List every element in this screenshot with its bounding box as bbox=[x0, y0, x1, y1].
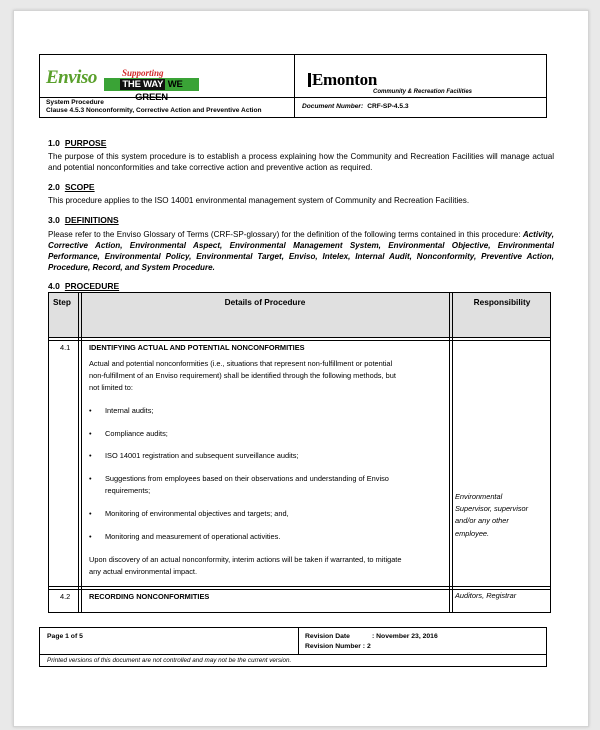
responsibility-line: and/or any other bbox=[455, 516, 509, 525]
row-divider bbox=[49, 340, 550, 341]
section-title: PURPOSE bbox=[64, 138, 107, 148]
page-number: Page 1 of 5 bbox=[47, 633, 83, 640]
section-title: PROCEDURE bbox=[64, 281, 120, 291]
bullet-icon: • bbox=[89, 406, 92, 415]
edmonton-logo-initial: E bbox=[312, 70, 324, 89]
enviso-tagline bbox=[104, 78, 199, 103]
step-intro-line: not limited to: bbox=[89, 383, 133, 392]
document-number-label: Document Number: bbox=[302, 103, 364, 110]
definitions-terms: Activity, Corrective Action, Environmental Aspect, Environmental Management System, Environmental Objective, Environmental Performance, Environmental Policy, Environmental Target, Enviso, Intelex, Internal Audit, Nonconformity, Preventive Action, Procedure, Record, and System Procedure. bbox=[48, 230, 554, 272]
step-number: 4.1 bbox=[60, 343, 71, 352]
step-intro-line: non-fulfillment of an Enviso requirement) shall be identified through the following methods, but bbox=[89, 371, 396, 380]
list-item-continuation: requirements; bbox=[105, 486, 151, 495]
column-header-details: Details of Procedure bbox=[224, 297, 306, 307]
revision-date-label: Revision Date bbox=[305, 633, 350, 640]
bullet-icon: • bbox=[89, 532, 92, 541]
list-item: Suggestions from employees based on their observations and understanding of Enviso bbox=[105, 474, 389, 483]
header-divider bbox=[294, 55, 295, 117]
enviso-logo: Enviso bbox=[46, 67, 97, 88]
list-item: Monitoring and measurement of operational activities. bbox=[105, 532, 281, 541]
column-header-responsibility: Responsibility bbox=[473, 297, 531, 307]
revision-number: Revision Number : 2 bbox=[305, 643, 371, 650]
step-number: 4.2 bbox=[60, 592, 71, 601]
responsibility-line: employee. bbox=[455, 529, 490, 538]
document-number bbox=[302, 103, 409, 110]
section-heading-definitions bbox=[48, 215, 119, 225]
section-title: SCOPE bbox=[64, 182, 95, 192]
responsibility-line: Supervisor, supervisor bbox=[455, 504, 529, 513]
footer-divider bbox=[40, 654, 546, 655]
printed-version-note: Printed versions of this document are not controlled and may not be the current version. bbox=[47, 657, 292, 664]
department-name: Community & Recreation Facilities bbox=[373, 89, 473, 95]
section-number: 3.0 bbox=[48, 215, 60, 225]
header-divider bbox=[40, 97, 546, 98]
section-heading-procedure bbox=[48, 281, 119, 291]
row-divider bbox=[49, 586, 550, 587]
procedure-title-line2: Clause 4.5.3 Nonconformity, Corrective Action and Preventive Action bbox=[46, 107, 262, 114]
revision-date-value: : November 23, 2016 bbox=[372, 633, 438, 640]
step-outro-line: any actual environmental impact. bbox=[89, 567, 198, 576]
section-number: 1.0 bbox=[48, 138, 60, 148]
list-item: Monitoring of environmental objectives and targets; and, bbox=[105, 509, 289, 518]
scope-text: This procedure applies to the ISO 14001 environmental management system of Community and Recreation Facilities. bbox=[48, 196, 470, 205]
edmonton-logo bbox=[308, 70, 377, 90]
enviso-supporting-text: Supporting bbox=[122, 68, 164, 78]
responsibility-line: Auditors, Registrar bbox=[455, 591, 517, 600]
step-outro-line: Upon discovery of an actual nonconformity, interim actions will be taken if warranted, to mitigate bbox=[89, 555, 402, 564]
list-item: Compliance audits; bbox=[105, 429, 168, 438]
tagline-part-a: THE WAY bbox=[122, 79, 164, 90]
definitions-lead: Please refer to the Enviso Glossary of Terms (CRF-SP-glossary) for the definition of the following terms contained in this procedure: bbox=[48, 230, 523, 239]
definitions-text bbox=[48, 229, 554, 273]
section-heading-scope bbox=[48, 182, 95, 192]
bullet-icon: • bbox=[89, 429, 92, 438]
column-header-step: Step bbox=[53, 297, 71, 307]
footer-divider bbox=[298, 628, 299, 654]
list-item: ISO 14001 registration and subsequent surveillance audits; bbox=[105, 451, 299, 460]
document-header bbox=[39, 54, 547, 118]
procedure-title-line1: System Procedure bbox=[46, 99, 104, 106]
tagline-part-b: WE GREEN bbox=[135, 79, 183, 103]
section-title: DEFINITIONS bbox=[64, 215, 119, 225]
step-title: IDENTIFYING ACTUAL AND POTENTIAL NONCONFORMITIES bbox=[89, 343, 305, 352]
procedure-table bbox=[48, 292, 551, 613]
bullet-icon: • bbox=[89, 509, 92, 518]
procedure-title bbox=[46, 99, 262, 115]
bullet-icon: • bbox=[89, 451, 92, 460]
edmonton-logo-text: monton bbox=[323, 70, 377, 89]
document-number-value: CRF-SP-4.5.3 bbox=[367, 103, 409, 110]
bullet-icon: • bbox=[89, 474, 92, 483]
step-intro-line: Actual and potential nonconformities (i.e., situations that represent non-fulfillment or potential bbox=[89, 359, 393, 368]
section-heading-purpose bbox=[48, 138, 106, 148]
responsibility-line: Environmental bbox=[455, 492, 503, 501]
edmonton-logo-mark bbox=[308, 73, 311, 87]
step-title: RECORDING NONCONFORMITIES bbox=[89, 592, 210, 601]
document-footer bbox=[39, 627, 547, 667]
list-item: Internal audits; bbox=[105, 406, 154, 415]
row-divider bbox=[49, 337, 550, 338]
section-number: 2.0 bbox=[48, 182, 60, 192]
section-number: 4.0 bbox=[48, 281, 60, 291]
purpose-text: The purpose of this system procedure is to establish a process explaining how the Community and Recreation Facilities will manage actual and potential nonconformities and take corrective action and preventive action as required. bbox=[48, 152, 554, 172]
